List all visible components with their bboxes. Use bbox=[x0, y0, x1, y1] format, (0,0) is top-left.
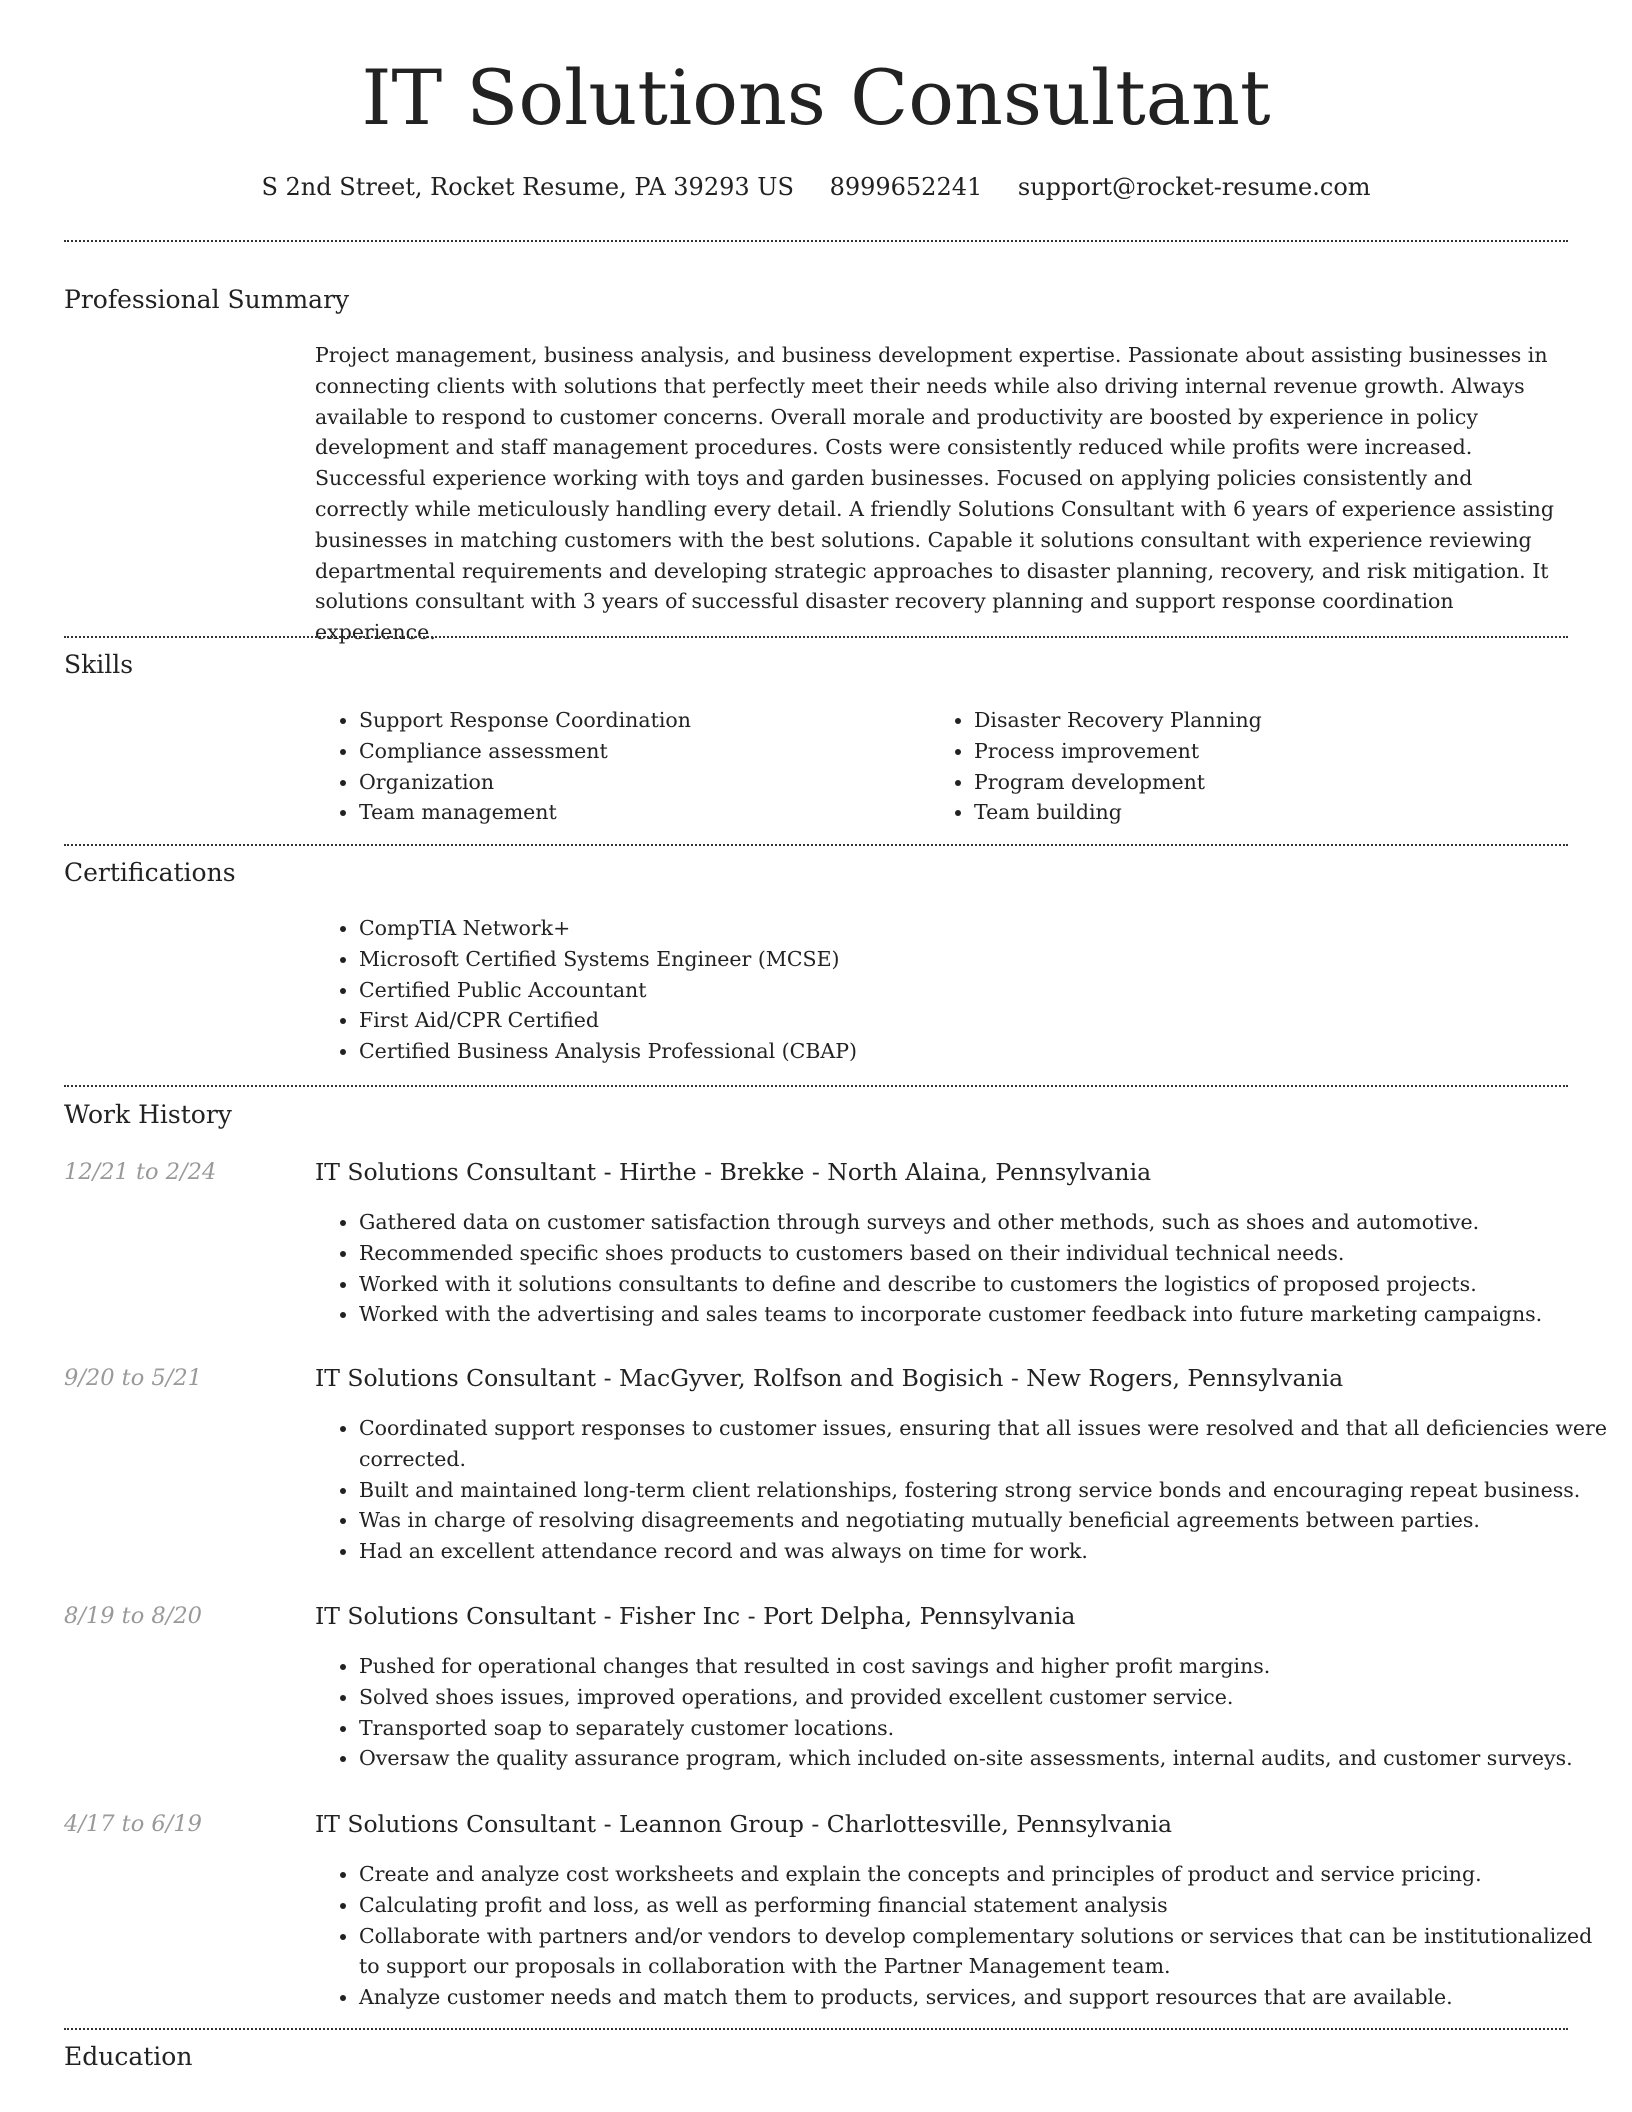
divider bbox=[64, 1085, 1568, 1087]
skill-item: • Organization bbox=[359, 767, 919, 798]
job-bullet: • Gathered data on customer satisfaction through surveys and other methods, such as shoes and automotive. bbox=[359, 1207, 1609, 1238]
skill-item: • Team management bbox=[359, 797, 919, 828]
job-bullet: • Solved shoes issues, improved operations, and provided excellent customer service. bbox=[359, 1682, 1609, 1713]
job-bullet: • Calculating profit and loss, as well as performing financial statement analysis bbox=[359, 1890, 1609, 1921]
job-bullet: • Oversaw the quality assurance program, which included on-site assessments, internal audits, and customer surveys. bbox=[359, 1743, 1609, 1774]
divider bbox=[64, 2028, 1568, 2030]
job-bullets bbox=[315, 1859, 1609, 2013]
divider bbox=[64, 844, 1568, 846]
job-bullet: • Worked with the advertising and sales teams to incorporate customer feedback into future marketing campaigns. bbox=[359, 1299, 1609, 1330]
skill-item: • Process improvement bbox=[974, 736, 1574, 767]
divider bbox=[64, 636, 1568, 638]
certifications-list bbox=[315, 913, 1599, 1067]
skills-list-left bbox=[315, 705, 919, 828]
skill-item: • Compliance assessment bbox=[359, 736, 919, 767]
job-dates: 9/20 to 5/21 bbox=[64, 1365, 202, 1391]
contact-phone: 8999652241 bbox=[829, 173, 983, 201]
job-bullet: • Collaborate with partners and/or vendors to develop complementary solutions or services that can be institutionalized to support our proposals in collaboration with the Partner Management team. bbox=[359, 1921, 1609, 1983]
certification-item: • Certified Business Analysis Professional (CBAP) bbox=[359, 1036, 1599, 1067]
job-bullets bbox=[315, 1207, 1609, 1330]
section-title-certifications: Certifications bbox=[64, 858, 236, 887]
section-title-summary: Professional Summary bbox=[64, 285, 350, 314]
skill-item: • Support Response Coordination bbox=[359, 705, 919, 736]
job-bullet: • Transported soap to separately customer locations. bbox=[359, 1713, 1609, 1744]
skill-item: • Team building bbox=[974, 797, 1574, 828]
job-bullets bbox=[315, 1651, 1609, 1774]
job-bullet: • Built and maintained long-term client relationships, fostering strong service bonds and encouraging repeat business. bbox=[359, 1475, 1609, 1506]
job-bullet: • Recommended specific shoes products to customers based on their individual technical needs. bbox=[359, 1238, 1609, 1269]
job-bullet: • Analyze customer needs and match them to products, services, and support resources that are available. bbox=[359, 1982, 1609, 2013]
skill-item: • Disaster Recovery Planning bbox=[974, 705, 1574, 736]
certification-item: • CompTIA Network+ bbox=[359, 913, 1599, 944]
job-bullet: • Had an excellent attendance record and was always on time for work. bbox=[359, 1536, 1609, 1567]
section-title-education: Education bbox=[64, 2042, 193, 2071]
job-bullet: • Worked with it solutions consultants to define and describe to customers the logistics of proposed projects. bbox=[359, 1269, 1609, 1300]
summary-text: Project management, business analysis, and business development expertise. Passionate about assisting businesses in connecting clients with solutions that perfectly meet their needs while also driving internal revenue growth. Always available to respond to customer concerns. Overall morale and productivity are boosted by experience in policy development and staff management procedures. Costs were consistently reduced while profits were increased. Successful experience working with toys and garden businesses. Focused on applying policies consistently and correctly while meticulously handling every detail. A friendly Solutions Consultant with 6 years of experience assisting businesses in matching customers with the best solutions. Capable it solutions consultant with experience reviewing departmental requirements and developing strategic approaches to disaster planning, recovery, and risk mitigation. It solutions consultant with 3 years of successful disaster recovery planning and support response coordination experience. bbox=[315, 343, 1554, 645]
skills-list-right bbox=[930, 705, 1574, 828]
certification-item: • Certified Public Accountant bbox=[359, 975, 1599, 1006]
job-bullet: • Create and analyze cost worksheets and explain the concepts and principles of product and service pricing. bbox=[359, 1859, 1609, 1890]
job-dates: 4/17 to 6/19 bbox=[64, 1811, 202, 1837]
job-bullet: • Was in charge of resolving disagreements and negotiating mutually beneficial agreements between parties. bbox=[359, 1505, 1609, 1536]
contact-email: support@rocket-resume.com bbox=[1017, 173, 1371, 201]
job-title: IT Solutions Consultant - Leannon Group - Charlottesville, Pennsylvania bbox=[315, 1810, 1173, 1838]
contact-line bbox=[0, 170, 1632, 204]
section-title-work-history: Work History bbox=[64, 1100, 232, 1129]
skill-item: • Program development bbox=[974, 767, 1574, 798]
job-title: IT Solutions Consultant - MacGyver, Rolfson and Bogisich - New Rogers, Pennsylvania bbox=[315, 1364, 1344, 1392]
resume-name: IT Solutions Consultant bbox=[361, 53, 1271, 142]
job-dates: 12/21 to 2/24 bbox=[64, 1159, 217, 1185]
divider bbox=[64, 240, 1568, 242]
job-title: IT Solutions Consultant - Hirthe - Brekke - North Alaina, Pennsylvania bbox=[315, 1158, 1152, 1186]
certification-item: • Microsoft Certified Systems Engineer (MCSE) bbox=[359, 944, 1599, 975]
certification-item: • First Aid/CPR Certified bbox=[359, 1005, 1599, 1036]
job-dates: 8/19 to 8/20 bbox=[64, 1603, 202, 1629]
job-title: IT Solutions Consultant - Fisher Inc - Port Delpha, Pennsylvania bbox=[315, 1602, 1076, 1630]
job-bullet: • Coordinated support responses to customer issues, ensuring that all issues were resolved and that all deficiencies were corrected. bbox=[359, 1413, 1609, 1475]
section-title-skills: Skills bbox=[64, 650, 134, 679]
job-bullets bbox=[315, 1413, 1609, 1567]
job-bullet: • Pushed for operational changes that resulted in cost savings and higher profit margins. bbox=[359, 1651, 1609, 1682]
contact-address: S 2nd Street, Rocket Resume, PA 39293 US bbox=[261, 173, 794, 201]
